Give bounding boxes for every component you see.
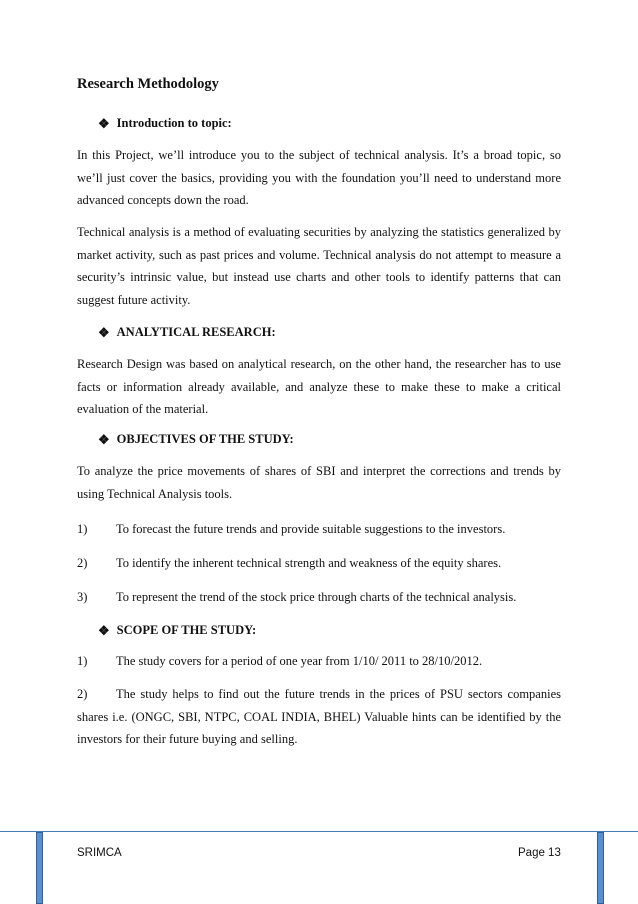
objective-item-number: 2) (77, 556, 88, 570)
footer-page-number: Page 13 (518, 847, 561, 859)
diamond-bullet-icon: ❖ (98, 325, 110, 340)
diamond-bullet-icon: ❖ (98, 432, 110, 447)
footer-left-bar (36, 832, 43, 904)
analytical-paragraph: Research Design was based on analytical research, on the other hand, the researcher has to use facts or information already available, and analyze these to make these to make a critical evaluation of the material. (77, 357, 561, 416)
intro-paragraph-2: Technical analysis is a method of evaluating securities by analyzing the statistics generalized by market activity, such as past prices and volume. Technical analysis do not attempt to measure a security’s intrinsic value, but instead use charts and other tools to identify patterns that can suggest future activity. (77, 225, 561, 307)
scope-item-text: The study helps to find out the future trends in the prices of PSU sectors companies shares i.e. (ONGC, SBI, NTPC, COAL INDIA, BHEL) Valuable hints can be identified by the investors for their future buying and selling. (77, 687, 561, 746)
objective-item-text: To identify the inherent technical strength and weakness of the equity shares. (116, 556, 502, 570)
objectives-paragraph: To analyze the price movements of shares of SBI and interpret the corrections and trends by using Technical Analysis tools. (77, 464, 561, 501)
scope-item-number: 1) (77, 654, 88, 668)
intro-paragraph-1: In this Project, we’ll introduce you to the subject of technical analysis. It’s a broad topic, so we’ll just cover the basics, providing you with the foundation you’ll need to understand more advanced concepts down the road. (77, 148, 561, 207)
diamond-bullet-icon: ❖ (98, 623, 110, 638)
objective-item-text: To forecast the future trends and provide suitable suggestions to the investors. (116, 522, 506, 536)
objectives-heading (98, 432, 294, 447)
footer-rule (0, 831, 638, 832)
footer-right-bar (597, 832, 604, 904)
page-title: Research Methodology (77, 76, 219, 92)
intro-heading-text: Introduction to topic: (116, 116, 232, 130)
scope-heading-text: SCOPE OF THE STUDY: (116, 623, 257, 637)
analytical-heading (98, 325, 276, 340)
footer-left-text: SRIMCA (77, 847, 122, 859)
objectives-heading-text: OBJECTIVES OF THE STUDY: (116, 432, 294, 446)
diamond-bullet-icon: ❖ (98, 116, 110, 131)
objective-item (77, 586, 561, 609)
objective-item-text: To represent the trend of the stock price through charts of the technical analysis. (116, 590, 517, 604)
objective-item-number: 3) (77, 590, 88, 604)
objective-item (77, 518, 561, 541)
scope-item-number: 2) (77, 687, 88, 701)
scope-item (77, 683, 561, 751)
intro-heading (98, 116, 232, 131)
scope-item-text: The study covers for a period of one year from 1/10/ 2011 to 28/10/2012. (116, 654, 483, 668)
analytical-heading-text: ANALYTICAL RESEARCH: (116, 325, 276, 339)
scope-item (77, 650, 561, 673)
objective-item-number: 1) (77, 522, 88, 536)
scope-heading (98, 623, 256, 638)
objective-item (77, 552, 561, 575)
